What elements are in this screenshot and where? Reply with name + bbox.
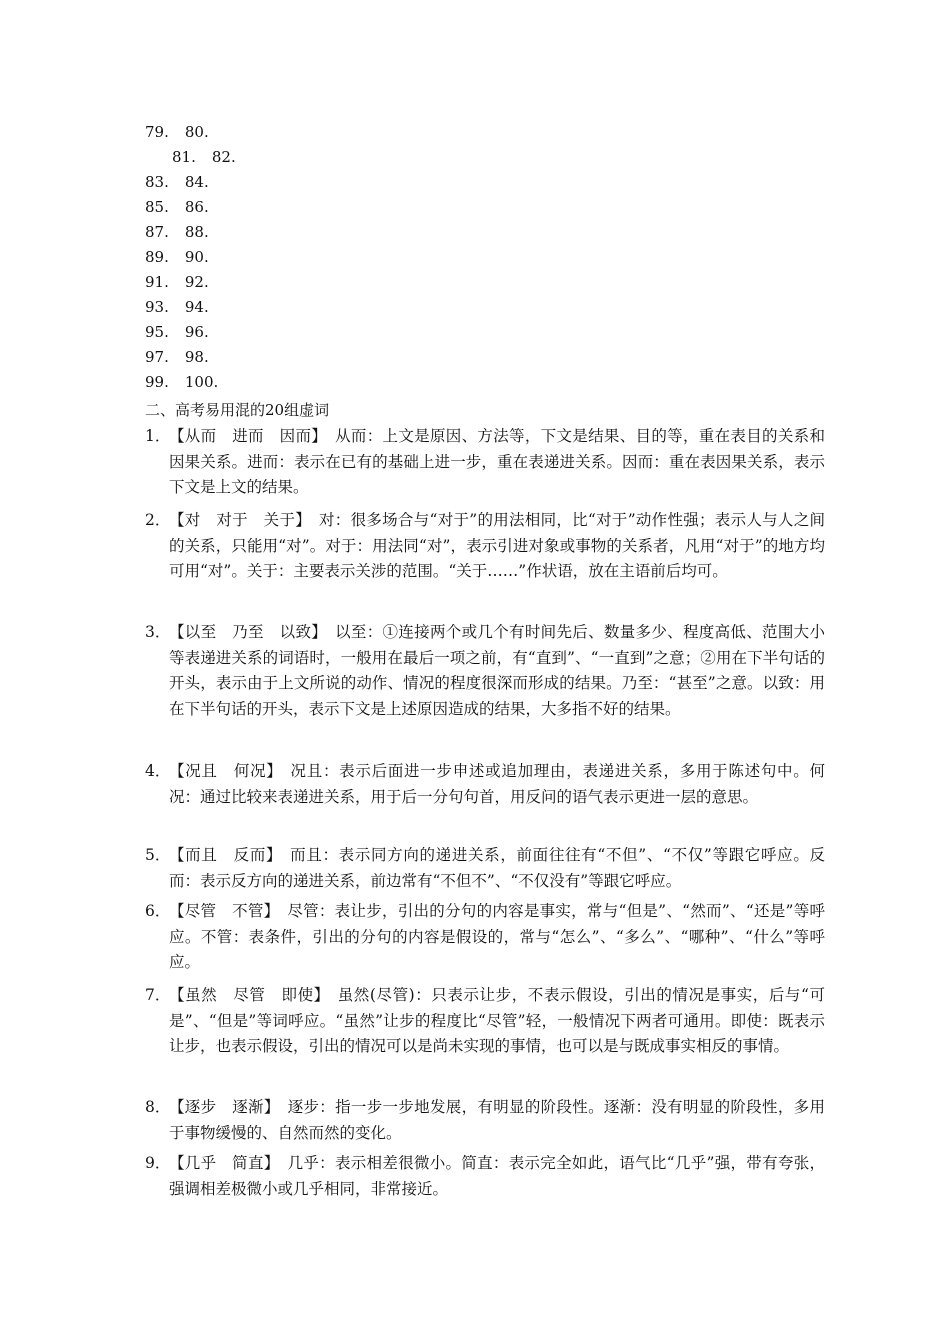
entry-head: 【从而 进而 因而】 — [169, 427, 328, 445]
entry-index: 7． — [145, 986, 171, 1004]
item-number: 90. — [184, 248, 209, 266]
entry-head: 【对 对于 关于】 — [169, 511, 312, 529]
entry-head: 【几乎 简直】 — [169, 1154, 280, 1172]
entry-text: 以至：①连接两个或几个有时间先后、数量多少、程度高低、范围大小等表递进关系的词语时，一般用在最后一项之前，有“直到”、“一直到”之意；②用在下半句话的开头，表示由于上文所说的动作、情况的程度很深而形成的结果。乃至：“甚至”之意。以致：用在下半句话的开头，表示下文是上述原因造成的结果，大多指不好的结果。 — [169, 623, 825, 718]
entry-index: 3． — [145, 623, 171, 641]
item-number: 99. — [145, 373, 169, 391]
item-number: 83. — [145, 173, 169, 191]
number-line — [145, 170, 209, 195]
item-number: 79. — [145, 123, 169, 141]
item-number: 84. — [184, 173, 209, 191]
entry-7 — [145, 983, 825, 1060]
number-line — [172, 145, 236, 170]
item-number: 87. — [145, 223, 169, 241]
item-number: 89. — [145, 248, 169, 266]
entry-head: 【以至 乃至 以致】 — [169, 623, 328, 641]
entry-3 — [145, 620, 825, 722]
entry-head: 【逐步 逐渐】 — [169, 1098, 280, 1116]
entry-index: 4． — [145, 762, 171, 780]
entry-text: 而且：表示同方向的递进关系，前面往往有“不但”、“不仅”等跟它呼应。反而：表示反方向的递进关系，前边常有“不但不”、“不仅没有”等跟它呼应。 — [169, 846, 825, 890]
item-number: 91. — [145, 273, 169, 291]
number-line — [145, 245, 209, 270]
entry-9 — [145, 1151, 825, 1202]
entry-index: 6． — [145, 902, 171, 920]
item-number: 100. — [184, 373, 219, 391]
entry-head: 【而且 反而】 — [169, 846, 283, 864]
section-heading: 二、高考易用混的20组虚词 — [145, 401, 330, 419]
entry-8 — [145, 1095, 825, 1146]
number-line — [145, 295, 209, 320]
number-line — [145, 195, 209, 220]
entry-text: 对：很多场合与“对于”的用法相同，比“对于”动作性强；表示人与人之间的关系，只能用“对”。对于：用法同“对”，表示引进对象或事物的关系者，凡用“对于”的地方均可用“对”。关于：主要表示关涉的范围。“关于……”作状语，放在主语前后均可。 — [169, 511, 825, 580]
item-number: 82. — [211, 148, 236, 166]
entry-text: 逐步：指一步一步地发展，有明显的阶段性。逐渐：没有明显的阶段性，多用于事物缓慢的、自然而然的变化。 — [169, 1098, 825, 1142]
item-number: 88. — [184, 223, 209, 241]
item-number: 81. — [172, 148, 196, 166]
item-number: 95. — [145, 323, 169, 341]
item-number: 94. — [184, 298, 209, 316]
item-number: 80. — [184, 123, 209, 141]
entry-5 — [145, 843, 825, 894]
item-number: 92. — [184, 273, 209, 291]
entry-4 — [145, 759, 825, 810]
entry-head: 【虽然 尽管 即使】 — [169, 986, 330, 1004]
entry-text: 尽管：表让步，引出的分句的内容是事实，常与“但是”、“然而”、“还是”等呼应。不管：表条件，引出的分句的内容是假设的，常与“怎么”、“多么”、“哪种”、“什么”等呼应。 — [169, 902, 825, 971]
number-line — [145, 220, 209, 245]
number-line — [145, 345, 209, 370]
entry-index: 2． — [145, 511, 171, 529]
entry-6 — [145, 899, 825, 976]
entry-index: 5． — [145, 846, 171, 864]
entry-index: 8． — [145, 1098, 171, 1116]
number-line — [145, 320, 209, 345]
entry-head: 【尽管 不管】 — [169, 902, 280, 920]
item-number: 86. — [184, 198, 209, 216]
entry-2 — [145, 508, 825, 585]
item-number: 85. — [145, 198, 169, 216]
entry-index: 1． — [145, 427, 171, 445]
item-number: 97. — [145, 348, 169, 366]
entry-index: 9． — [145, 1154, 171, 1172]
number-line — [145, 120, 209, 145]
item-number: 98. — [184, 348, 209, 366]
number-line — [145, 270, 209, 295]
entry-1 — [145, 424, 825, 501]
entry-text: 况且：表示后面进一步申述或追加理由，表递进关系，多用于陈述句中。何况：通过比较来表递进关系，用于后一分句句首，用反问的语气表示更进一层的意思。 — [169, 762, 825, 806]
item-number: 93. — [145, 298, 169, 316]
item-number: 96. — [184, 323, 209, 341]
entry-text: 虽然(尽管)：只表示让步，不表示假设，引出的情况是事实，后与“可是”、“但是”等词呼应。“虽然”让步的程度比“尽管”轻，一般情况下两者可通用。即使：既表示让步，也表示假设，引出的情况可以是尚未实现的事情，也可以是与既成事实相反的事情。 — [169, 986, 825, 1055]
entry-head: 【况且 何况】 — [169, 762, 283, 780]
entry-text: 几乎：表示相差很微小。简直：表示完全如此，语气比“几乎”强，带有夸张，强调相差极微小或几乎相同，非常接近。 — [169, 1154, 825, 1198]
entry-text: 从而：上文是原因、方法等，下文是结果、目的等，重在表目的关系和因果关系。进而：表示在已有的基础上进一步，重在表递进关系。因而：重在表因果关系，表示下文是上文的结果。 — [169, 427, 825, 496]
number-line — [145, 370, 218, 395]
